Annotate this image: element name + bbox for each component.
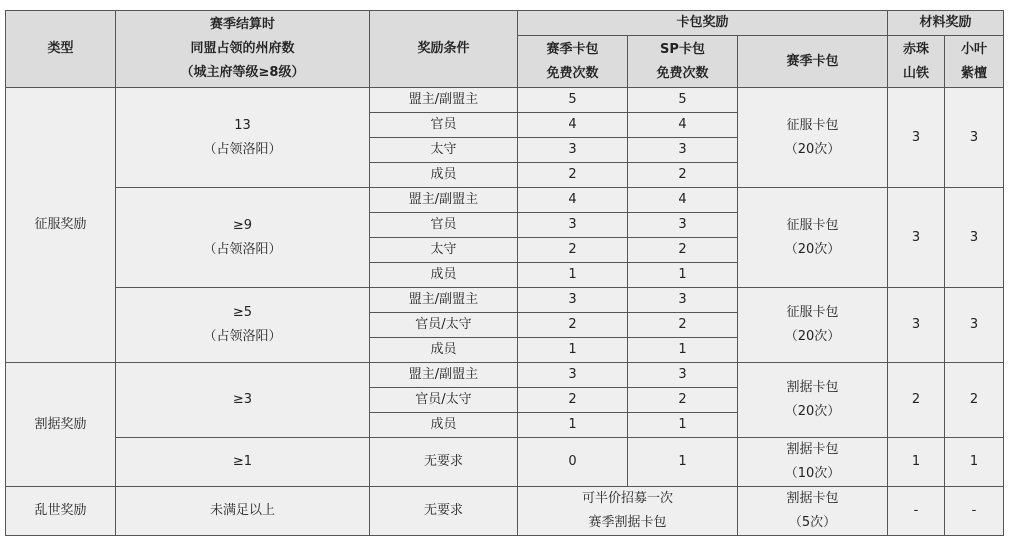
condition-cell: 官员: [370, 113, 518, 138]
season-free-cell: 4: [518, 113, 628, 138]
condition-cell: 官员/太守: [370, 388, 518, 413]
condition-cell: 无要求: [370, 438, 518, 487]
header-count-line: 同盟占领的州府数: [190, 41, 295, 56]
count-line: ≥5: [232, 305, 253, 320]
header-count-line: 赛季结算时: [209, 17, 275, 32]
count-cell: [116, 438, 370, 487]
header-row-1: [6, 11, 1004, 36]
count-line: （占领洛阳）: [203, 241, 282, 257]
condition-cell: 成员: [370, 338, 518, 363]
sp-free-cell: 2: [628, 388, 738, 413]
count-line: ≥1: [232, 454, 253, 469]
count-cell: [116, 363, 370, 438]
condition-cell: 成员: [370, 163, 518, 188]
pack-line: （20次）: [784, 241, 841, 257]
chizhu-cell: 1: [888, 438, 945, 487]
chizhu-cell: 3: [888, 88, 945, 188]
header-chizhu: [888, 36, 945, 88]
sp-free-cell: 3: [628, 288, 738, 313]
sp-free-cell: 3: [628, 213, 738, 238]
count-cell: [116, 487, 370, 536]
header-card-reward: 卡包奖励: [518, 11, 888, 36]
condition-cell: 太守: [370, 238, 518, 263]
table-row: [6, 487, 1004, 536]
condition-cell: 无要求: [370, 487, 518, 536]
type-cell-conquest: 征服奖励: [6, 88, 116, 363]
sp-free-cell: 2: [628, 163, 738, 188]
type-cell-chaos: 乱世奖励: [6, 487, 116, 536]
header-type: 类型: [6, 11, 116, 88]
pack-cell: [738, 188, 888, 288]
merged-free-cell: [518, 487, 738, 536]
header-xiaoye-line: 紫檀: [961, 65, 988, 81]
sp-free-cell: 3: [628, 363, 738, 388]
merged-free-line: 可半价招募一次: [581, 491, 673, 506]
header-chizhu-line: 赤珠: [902, 41, 929, 57]
table-row: [6, 438, 1004, 487]
header-season-free-line: 免费次数: [546, 65, 599, 81]
table-row: [6, 88, 1004, 113]
header-material-reward: 材料奖励: [888, 11, 1004, 36]
header-season-pack: 赛季卡包: [738, 36, 888, 88]
xiaoye-cell: 2: [945, 363, 1004, 438]
season-free-cell: 2: [518, 313, 628, 338]
pack-cell: [738, 438, 888, 487]
reward-table: [5, 10, 1004, 536]
pack-line: （5次）: [788, 515, 837, 530]
header-prefecture-count: [116, 11, 370, 88]
season-free-cell: 2: [518, 163, 628, 188]
header-chizhu-line: 山铁: [902, 65, 929, 81]
pack-line: （20次）: [784, 404, 841, 419]
season-free-cell: 4: [518, 188, 628, 213]
condition-cell: 官员/太守: [370, 313, 518, 338]
chizhu-cell: 3: [888, 188, 945, 288]
season-free-cell: 1: [518, 338, 628, 363]
count-line: ≥9: [232, 217, 253, 233]
sp-free-cell: 4: [628, 188, 738, 213]
chizhu-cell: -: [888, 487, 945, 536]
condition-cell: 盟主/副盟主: [370, 288, 518, 313]
season-free-cell: 0: [518, 438, 628, 487]
pack-cell: [738, 487, 888, 536]
season-free-cell: 3: [518, 288, 628, 313]
pack-line: 征服卡包: [786, 117, 839, 133]
pack-line: 割据卡包: [786, 380, 839, 395]
pack-line: 割据卡包: [786, 442, 839, 457]
chizhu-cell: 3: [888, 288, 945, 363]
season-free-cell: 3: [518, 138, 628, 163]
condition-cell: 盟主/副盟主: [370, 188, 518, 213]
sp-free-cell: 1: [628, 263, 738, 288]
count-line: ≥3: [232, 392, 253, 407]
sp-free-cell: 3: [628, 138, 738, 163]
season-free-cell: 2: [518, 388, 628, 413]
season-free-cell: 1: [518, 413, 628, 438]
header-sp-free: [628, 36, 738, 88]
sp-free-cell: 2: [628, 313, 738, 338]
sp-free-cell: 5: [628, 88, 738, 113]
xiaoye-cell: 3: [945, 188, 1004, 288]
sp-free-cell: 4: [628, 113, 738, 138]
xiaoye-cell: 3: [945, 288, 1004, 363]
season-free-cell: 2: [518, 238, 628, 263]
count-line: 未满足以上: [209, 503, 275, 518]
sp-free-cell: 1: [628, 338, 738, 363]
merged-free-line: 赛季割据卡包: [588, 515, 667, 530]
pack-cell: [738, 288, 888, 363]
count-cell: [116, 88, 370, 188]
type-cell-separatist: 割据奖励: [6, 363, 116, 487]
pack-cell: [738, 363, 888, 438]
sp-free-cell: 1: [628, 438, 738, 487]
header-count-line: （城主府等级≥8级）: [180, 65, 305, 80]
pack-line: （10次）: [784, 466, 841, 481]
table-row: [6, 288, 1004, 313]
xiaoye-cell: -: [945, 487, 1004, 536]
condition-cell: 成员: [370, 263, 518, 288]
sp-free-cell: 2: [628, 238, 738, 263]
condition-cell: 盟主/副盟主: [370, 88, 518, 113]
season-free-cell: 3: [518, 213, 628, 238]
condition-cell: 成员: [370, 413, 518, 438]
table-row: [6, 363, 1004, 388]
season-free-cell: 1: [518, 263, 628, 288]
pack-cell: [738, 88, 888, 188]
header-xiaoye: [945, 36, 1004, 88]
pack-line: 征服卡包: [786, 217, 839, 233]
header-xiaoye-line: 小叶: [961, 41, 988, 57]
xiaoye-cell: 1: [945, 438, 1004, 487]
header-condition: 奖励条件: [370, 11, 518, 88]
xiaoye-cell: 3: [945, 88, 1004, 188]
count-line: （占领洛阳）: [203, 329, 282, 344]
pack-line: （20次）: [784, 329, 841, 344]
header-sp-free-line: SP卡包: [660, 41, 705, 57]
pack-line: 征服卡包: [786, 305, 839, 320]
chizhu-cell: 2: [888, 363, 945, 438]
condition-cell: 太守: [370, 138, 518, 163]
header-season-free-line: 赛季卡包: [546, 41, 599, 57]
table-row: [6, 188, 1004, 213]
pack-line: （20次）: [784, 141, 841, 157]
pack-line: 割据卡包: [786, 491, 839, 506]
season-free-cell: 5: [518, 88, 628, 113]
season-free-cell: 3: [518, 363, 628, 388]
count-cell: [116, 288, 370, 363]
condition-cell: 官员: [370, 213, 518, 238]
count-line: （占领洛阳）: [203, 141, 282, 157]
count-line: 13: [234, 117, 251, 133]
sp-free-cell: 1: [628, 413, 738, 438]
count-cell: [116, 188, 370, 288]
header-season-free: [518, 36, 628, 88]
header-sp-free-line: 免费次数: [656, 65, 709, 81]
condition-cell: 盟主/副盟主: [370, 363, 518, 388]
